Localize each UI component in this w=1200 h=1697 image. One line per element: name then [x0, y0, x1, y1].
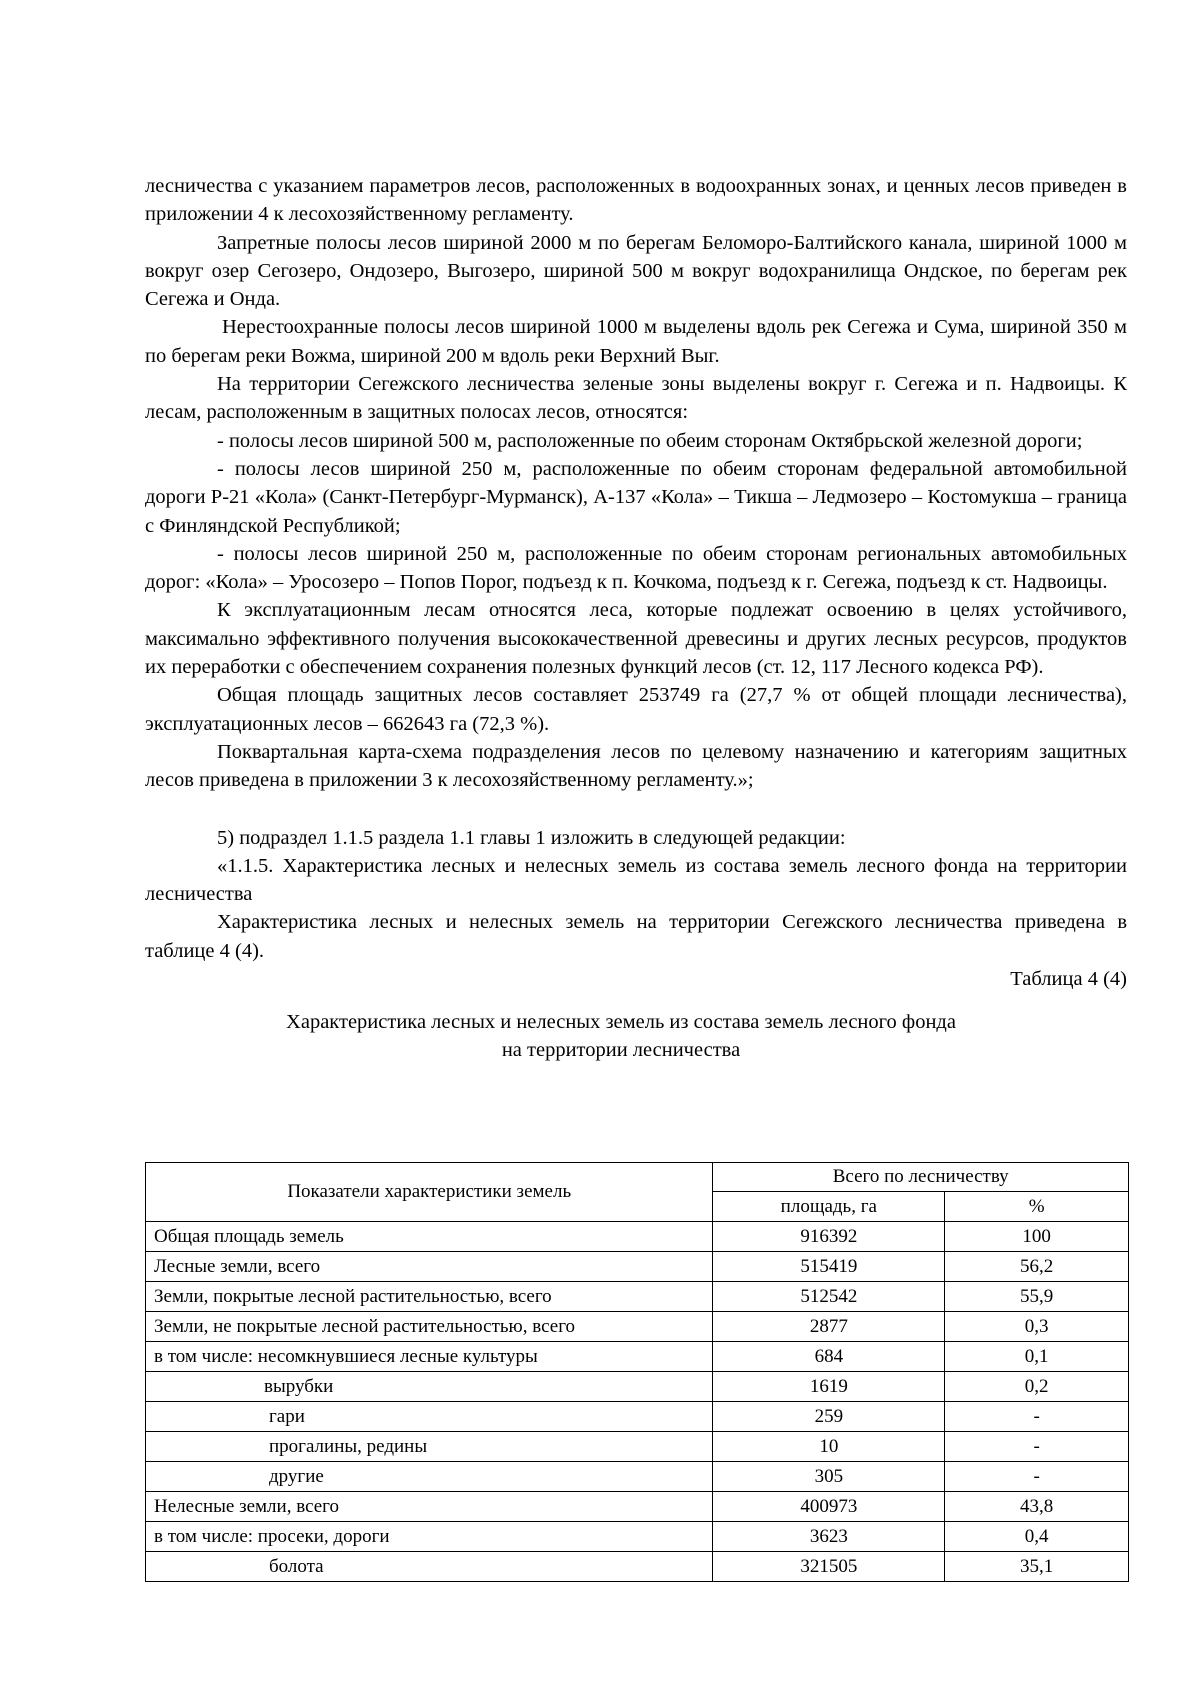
row-area: 916392 — [713, 1222, 945, 1252]
header-percent: % — [945, 1192, 1129, 1222]
table-row — [146, 1402, 1129, 1432]
row-label: Общая площадь земель — [146, 1222, 713, 1252]
table-title-line: на территории лесничества — [501, 1039, 741, 1062]
table-row — [146, 1282, 1129, 1312]
row-label: Лесные земли, всего — [146, 1252, 713, 1282]
paragraph: Запретные полосы лесов шириной 2000 м по берегам Беломоро-Балтийского канала, шириной 1000 м вокруг озер Сегозеро, Ондозеро, Выгозеро, шириной 500 м вокруг водохранилища Ондское, по берегам рек Сегежа и Онда. — [145, 231, 1127, 311]
table-row — [146, 1522, 1129, 1552]
row-percent: 100 — [945, 1222, 1129, 1252]
table-title-line: Характеристика лесных и нелесных земель из состава земель лесного фонда — [286, 1011, 956, 1034]
header-area: площадь, га — [713, 1192, 945, 1222]
row-label: Земли, покрытые лесной растительностью, всего — [146, 1282, 713, 1312]
row-label: гари — [146, 1402, 713, 1432]
row-label: вырубки — [146, 1372, 713, 1402]
land-characteristics-table — [145, 1162, 1129, 1582]
document-body — [145, 172, 1127, 1064]
list-item: - полосы лесов шириной 500 м, расположенные по обеим сторонам Октябрьской железной дороги; — [217, 429, 1083, 452]
table-row — [146, 1252, 1129, 1282]
row-area: 1619 — [713, 1372, 945, 1402]
row-percent: 0,4 — [945, 1522, 1129, 1552]
table-row — [146, 1432, 1129, 1462]
row-percent: - — [945, 1432, 1129, 1462]
row-percent: 35,1 — [945, 1552, 1129, 1582]
paragraph: 5) подраздел 1.1.5 раздела 1.1 главы 1 изложить в следующей редакции: — [217, 826, 846, 849]
list-item: - полосы лесов шириной 250 м, расположенные по обеим сторонам федеральной автомобильной дороги Р-21 «Кола» (Санкт-Петербург-Мурманск), А-137 «Кола» – Тикша – Ледмозеро – Костомукша – граница с Финляндской Республикой; — [145, 457, 1127, 537]
row-area: 305 — [713, 1462, 945, 1492]
row-percent: 55,9 — [945, 1282, 1129, 1312]
list-item: - полосы лесов шириной 250 м, расположенные по обеим сторонам региональных автомобильных дорог: «Кола» – Уросозеро – Попов Порог, подъезд к п. Кочкома, подъезд к г. Сегежа, подъезд к ст. Надвоицы. — [145, 542, 1127, 594]
row-area: 684 — [713, 1342, 945, 1372]
paragraph: Нерестоохранные полосы лесов шириной 1000 м выделены вдоль рек Сегежа и Сума, шириной 350 м по берегам реки Вожма, шириной 200 м вдоль реки Верхний Выг. — [145, 316, 1127, 367]
row-area: 515419 — [713, 1252, 945, 1282]
row-label: Нелесные земли, всего — [146, 1492, 713, 1522]
row-area: 259 — [713, 1402, 945, 1432]
row-label: болота — [146, 1552, 713, 1582]
row-area: 321505 — [713, 1552, 945, 1582]
row-label: другие — [146, 1462, 713, 1492]
table-row — [146, 1552, 1129, 1582]
table-label: Таблица 4 (4) — [1010, 968, 1127, 991]
paragraph: Поквартальная карта-схема подразделения лесов по целевому назначению и категориям защитных лесов приведена в приложении 3 к лесохозяйственному регламенту.»; — [145, 740, 1127, 792]
table-row — [146, 1372, 1129, 1402]
table-title — [145, 1008, 1127, 1064]
table-row — [146, 1342, 1129, 1372]
row-percent: 0,1 — [945, 1342, 1129, 1372]
row-area: 512542 — [713, 1282, 945, 1312]
row-percent: - — [945, 1462, 1129, 1492]
row-area: 10 — [713, 1432, 945, 1462]
row-label: в том числе: несомкнувшиеся лесные культуры — [146, 1342, 713, 1372]
paragraph: Характеристика лесных и нелесных земель на территории Сегежского лесничества приведена в таблице 4 (4). — [145, 911, 1127, 962]
row-percent: 43,8 — [945, 1492, 1129, 1522]
paragraph: лесничества с указанием параметров лесов, расположенных в водоохранных зонах, и ценных лесов приведен в приложении 4 к лесохозяйственному регламенту. — [145, 175, 1127, 226]
row-percent: 56,2 — [945, 1252, 1129, 1282]
row-percent: - — [945, 1402, 1129, 1432]
table-row — [146, 1312, 1129, 1342]
row-area: 400973 — [713, 1492, 945, 1522]
table-row — [146, 1222, 1129, 1252]
header-indicator: Показатели характеристики земель — [146, 1163, 713, 1222]
row-percent: 0,2 — [945, 1372, 1129, 1402]
paragraph: Общая площадь защитных лесов составляет 253749 га (27,7 % от общей площади лесничества), эксплуатационных лесов – 662643 га (72,3 %). — [145, 684, 1127, 735]
table-row — [146, 1492, 1129, 1522]
row-label: прогалины, редины — [146, 1432, 713, 1462]
row-area: 2877 — [713, 1312, 945, 1342]
paragraph: На территории Сегежского лесничества зеленые зоны выделены вокруг г. Сегежа и п. Надвоицы. К лесам, расположенным в защитных полосах лесов, относятся: — [145, 373, 1127, 424]
header-total: Всего по лесничеству — [713, 1163, 1129, 1192]
row-percent: 0,3 — [945, 1312, 1129, 1342]
paragraph: К эксплуатационным лесам относятся леса, которые подлежат освоению в целях устойчивого, максимально эффективного получения высококачественной древесины и других лесных ресурсов, продуктов их переработки с обеспечением сохранения полезных функций лесов (ст. 12, 117 Лесного кодекса РФ). — [145, 599, 1127, 679]
table-row — [146, 1462, 1129, 1492]
row-label: Земли, не покрытые лесной растительностью, всего — [146, 1312, 713, 1342]
section-heading: «1.1.5. Характеристика лесных и нелесных земель из состава земель лесного фонда на территории лесничества — [145, 854, 1127, 906]
row-label: в том числе: просеки, дороги — [146, 1522, 713, 1552]
row-area: 3623 — [713, 1522, 945, 1552]
